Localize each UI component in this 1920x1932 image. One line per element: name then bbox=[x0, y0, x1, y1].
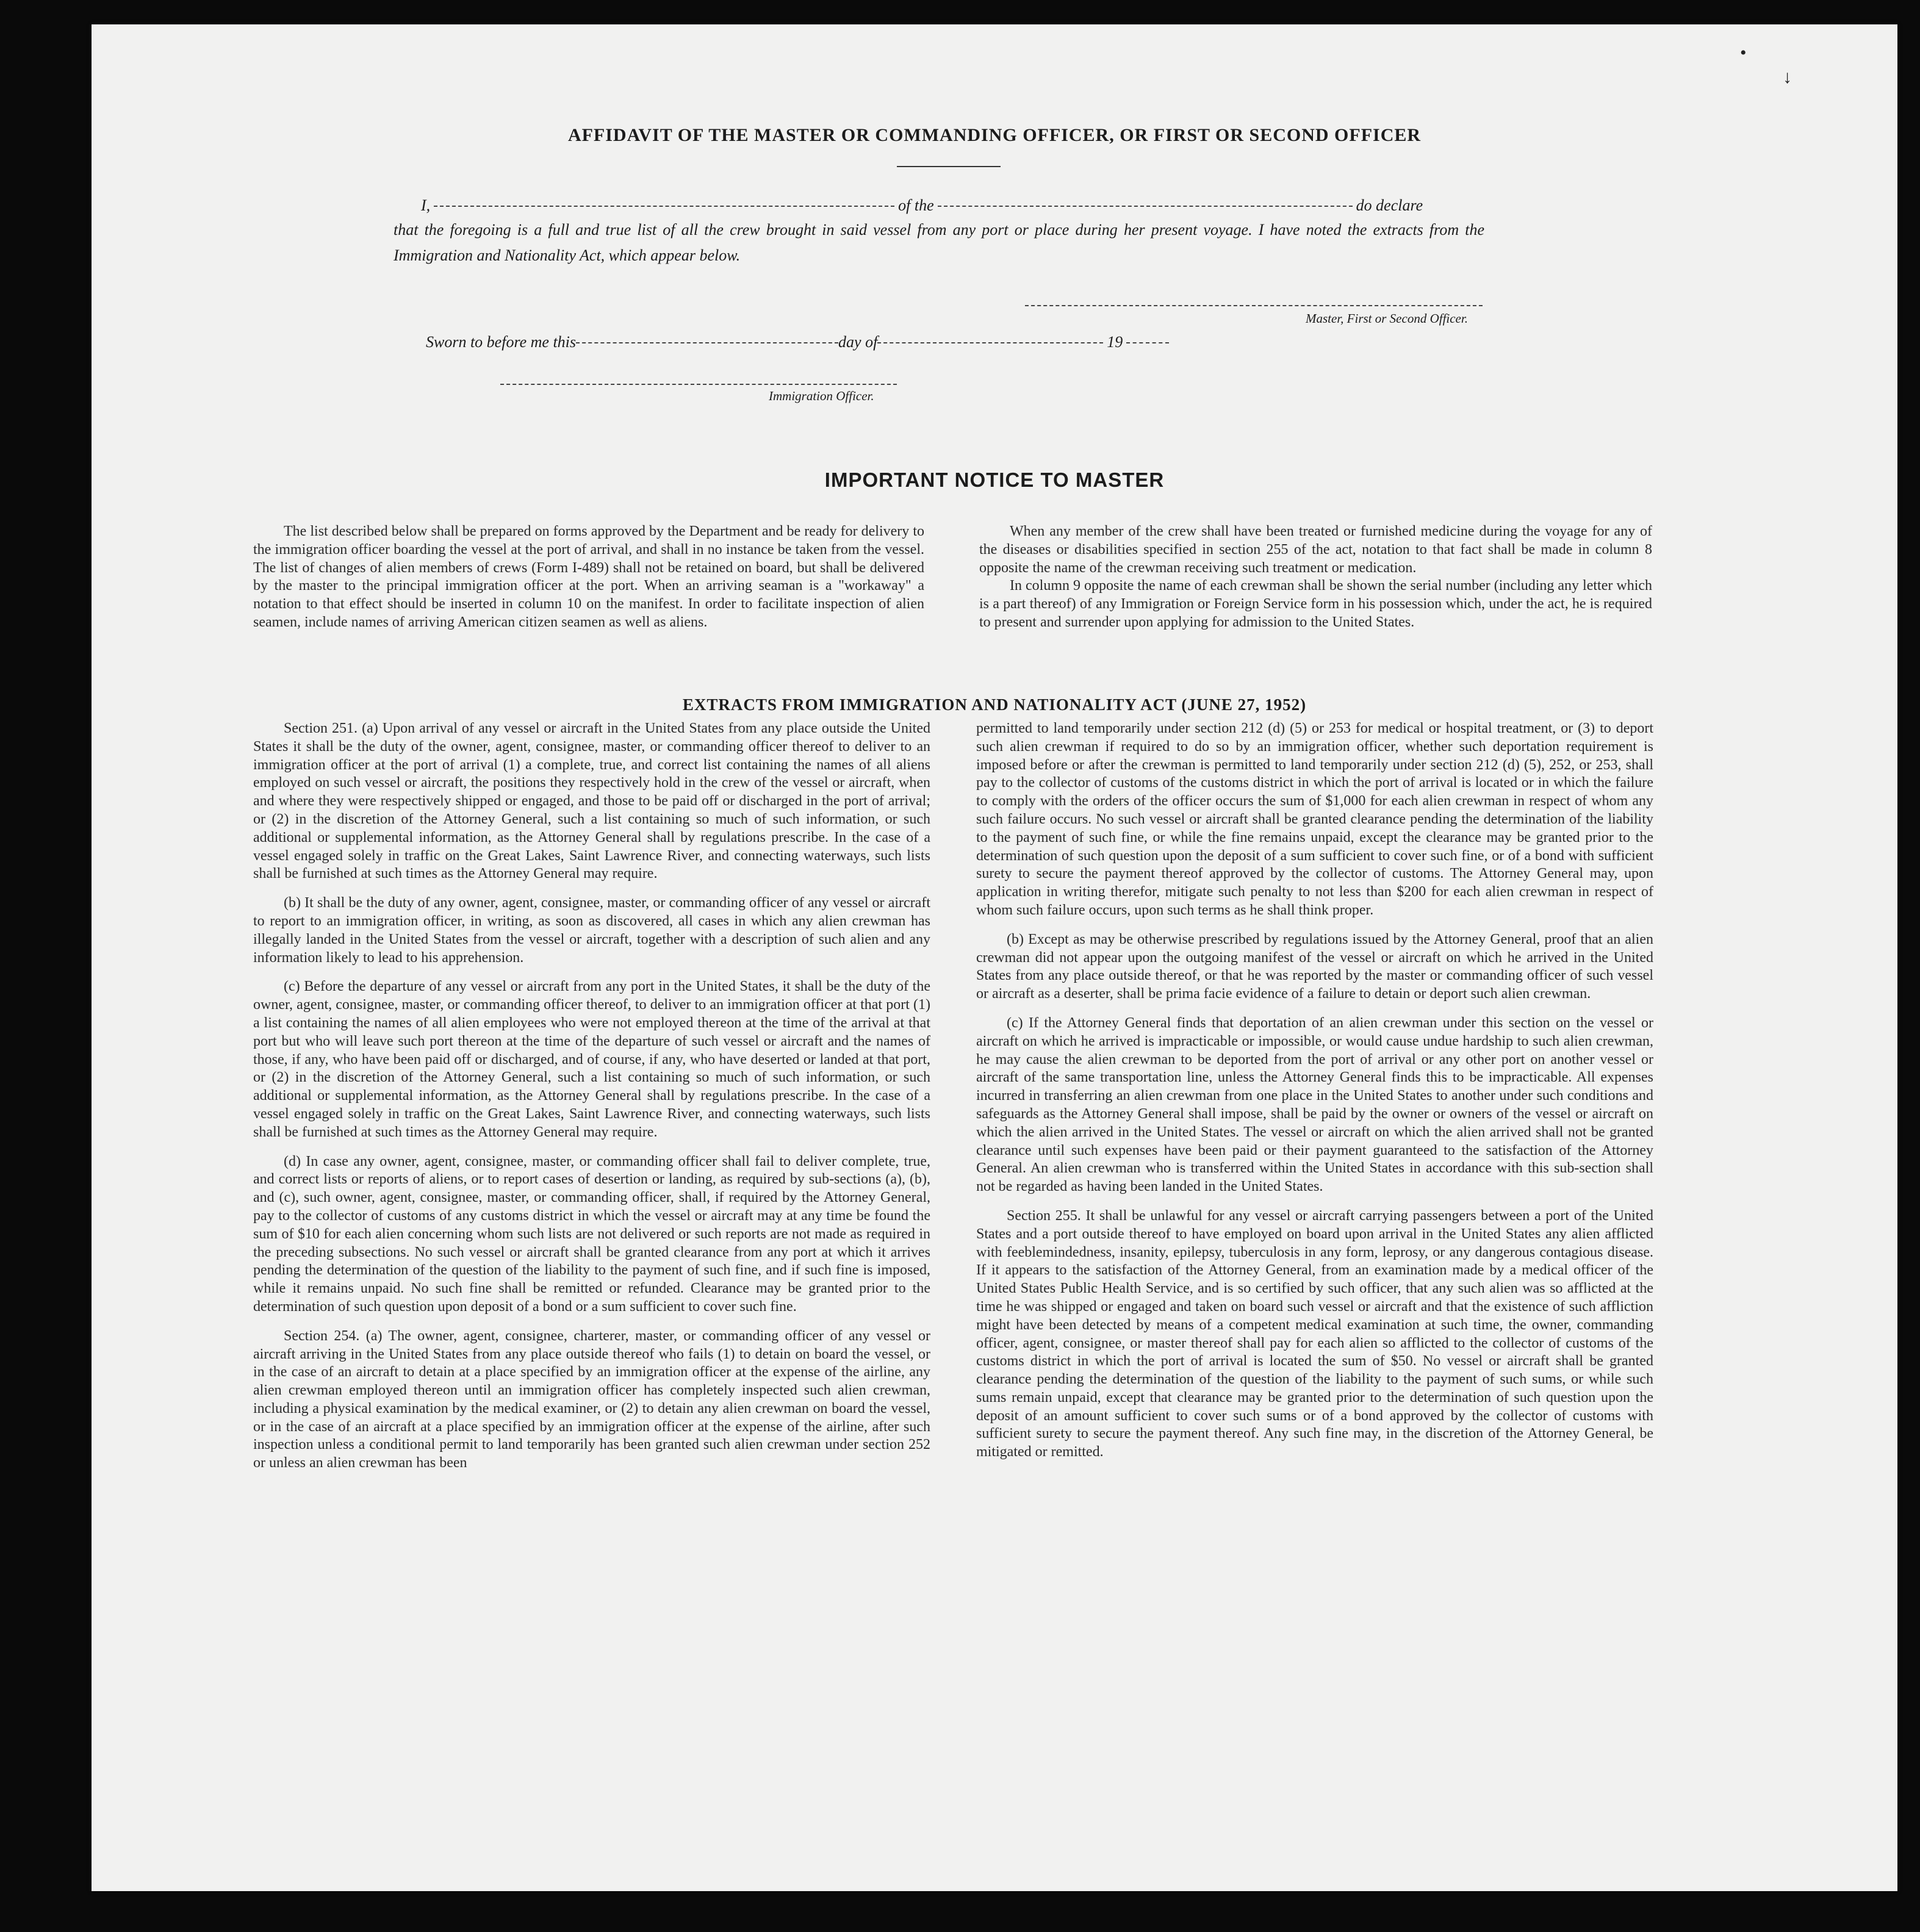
notice-title: IMPORTANT NOTICE TO MASTER bbox=[824, 469, 1165, 491]
sworn-row bbox=[426, 333, 1169, 351]
margin-mark: • bbox=[1740, 43, 1747, 63]
year-label: 19 bbox=[1107, 333, 1123, 351]
signature-label: Master, First or Second Officer. bbox=[1306, 311, 1468, 326]
extract-paragraph: Section 254. (a) The owner, agent, consignee, charterer, master, or commanding officer of any vessel or aircraft arriving in the United States from any place outside thereof who fails (1) to detain on board the vessel, or in the case of an aircraft to detain at a place specified by an immigration officer at the expense of the airline, any alien crewman employed thereon until an immigration officer has completely inspected such alien crewman, including a physical examination by the medical examiner, or (2) to detain any alien crewman on board the vessel, or in the case of an aircraft at a place specified by an immigration officer at the expense of the airline, after such inspection unless a conditional permit to land temporarily has been granted such alien crewman under section 252 or unless an alien crewman has been bbox=[253, 1327, 930, 1471]
extract-paragraph: (b) Except as may be otherwise prescribed by regulations issued by the Attorney General, proof that an alien crewman did not appear upon the outgoing manifest of the vessel or aircraft on which he arrived in the United States from any place outside thereof, or that he was reported by the master or commanding officer of such vessel or aircraft as a deserter, shall be prima facie evidence of a failure to detain or deport such alien crewman. bbox=[976, 931, 1653, 1002]
extracts-left-column bbox=[253, 720, 930, 1473]
year-blank-line[interactable] bbox=[1126, 341, 1169, 343]
sworn-month-blank-line[interactable] bbox=[877, 341, 1103, 343]
extract-paragraph: Section 251. (a) Upon arrival of any vessel or aircraft in the United States from any place outside the United States it shall be the duty of the owner, agent, consignee, master, or commanding officer thereof to deliver to an immigration officer at the port of arrival (1) a complete, true, and correct list containing the names of all aliens employed on such vessel or aircraft, the positions they respectively hold in the crew of the vessel or aircraft, when and where they were respectively shipped or engaged, and those to be paid off or discharged in the port of arrival; or (2) in the discretion of the Attorney General, such a list containing so much of such information, or such additional or supplemental information, as the Attorney General shall by regulations prescribe. In the case of a vessel engaged solely in traffic on the Great Lakes, Saint Lawrence River, and connecting waterways, such lists shall be furnished at such times as the Attorney General may require. bbox=[253, 720, 930, 882]
sworn-label: Sworn to before me this bbox=[426, 333, 577, 351]
notice-left-column bbox=[253, 523, 924, 632]
vessel-blank-line[interactable] bbox=[938, 204, 1353, 207]
extracts-title: EXTRACTS FROM IMMIGRATION AND NATIONALITY ACT (JUNE 27, 1952) bbox=[682, 695, 1307, 714]
notice-right-column bbox=[979, 523, 1652, 632]
document-page bbox=[92, 24, 1897, 1891]
notice-paragraph: The list described below shall be prepared on forms approved by the Department and be ready for delivery to the immigration officer boarding the vessel at the port of arrival, and shall in no instance be taken from the vessel. The list of changes of alien members of crews (Form I-489) shall not be retained on board, but shall be delivered by the master to the principal immigration officer at the port. When an arriving seaman is a "workaway" a notation to that effect should be inserted in column 10 on the manifest. In order to facilitate inspection of alien seamen, include names of arriving American citizen seamen as well as aliens. bbox=[253, 523, 924, 630]
notice-paragraph: When any member of the crew shall have been treated or furnished medicine during the voyage for any of the diseases or disabilities specified in section 255 of the act, notation to that fact shall be made in column 8 opposite the name of the crewman receiving such treatment or medication. bbox=[979, 523, 1652, 576]
extract-paragraph: Section 255. It shall be unlawful for any vessel or aircraft carrying passengers between a port of the United States and a port outside thereof to have employed on board upon arrival in the United States any alien afflicted with feeblemindedness, insanity, epilepsy, tuberculosis in any form, leprosy, or any dangerous contagious disease. If it appears to the satisfaction of the Attorney General, from an examination made by a medical officer of the United States Public Health Service, and is so certified by such officer, that any such alien was so afflicted at the time he was shipped or engaged and taken on board such vessel or aircraft and that the existence of such affliction might have been detected by means of a competent medical examination at such time, the owner, commanding officer, agent, consignee, or master thereof shall pay for each alien so afflicted to the collector of customs of the customs district in which the port of arrival is located the sum of $50. No vessel or aircraft shall be granted clearance pending the determination of the question of the liability to the payment of such sums, or while such sums remain unpaid, except that clearance may be granted prior to the determination of such question upon the deposit of an amount sufficient to cover such sums or of a bond approved by the collector of customs with sufficient surety to secure the payment thereof. Any such fine may, in the discretion of the Attorney General, be mitigated or remitted. bbox=[976, 1207, 1653, 1460]
day-of-label: day of bbox=[838, 333, 878, 351]
affidavit-title: AFFIDAVIT OF THE MASTER OR COMMANDING OFFICER, OR FIRST OR SECOND OFFICER bbox=[567, 125, 1422, 145]
i-label: I, bbox=[421, 196, 431, 214]
extract-paragraph: (b) It shall be the duty of any owner, agent, consignee, master, or commanding officer of any vessel or aircraft to report to an immigration officer, in writing, as soon as discovered, all cases in which any alien crewman has illegally landed in the United States from the vessel or aircraft, together with a description of such alien and any information likely to lead to his apprehension. bbox=[253, 895, 930, 966]
extracts-right-column bbox=[976, 720, 1653, 1462]
extract-paragraph: permitted to land temporarily under section 212 (d) (5) or 253 for medical or hospital treatment, or (3) to deport such alien crewman if required to do so by an immigration officer, whether such deportation requirement is imposed before or after the crewman is permitted to land temporarily under section 212 (d) (5), 252, or 253, shall pay to the collector of customs of the customs district in which the port of arrival is located or in which the failure to comply with the orders of the officer occurs the sum of $1,000 for each alien crewman in respect of whom any such failure occurs. No such vessel or aircraft shall be granted clearance pending the determination of the liability to the payment of such fine, or while the fine remains unpaid, except the clearance may be granted prior to the determination of such question upon the deposit of a sum sufficient to cover such fine, or of a bond with sufficient surety to secure the payment thereof approved by the collector of customs. The Attorney General may, upon application in writing therefor, mitigate such penalty to not less than $200 for each alien crewman in respect of whom such failure occurs, upon such terms as he shall think proper. bbox=[976, 720, 1653, 918]
extract-paragraph: (d) In case any owner, agent, consignee, master, or commanding officer shall fail to deliver complete, true, and correct lists or reports of aliens, or to report cases of desertion or landing, as required by sub-sections (a), (b), and (c), such owner, agent, consignee, master, or commanding officer, shall, if required by the Attorney General, pay to the collector of customs of any customs district in which the vessel or aircraft may at any time be found the sum of $10 for each alien concerning whom such lists are not delivered or such reports are not made as required in the preceding subsections. No such vessel or aircraft shall be granted clearance from any port at which it arrives pending the determination of the question of the liability to the payment of such fine, and if such fine is imposed, while it remains unpaid. No such fine shall be remitted or refunded. Clearance may be granted prior to the determination of such question upon deposit of a bond or a sum sufficient to cover such fine. bbox=[253, 1153, 930, 1315]
sworn-day-blank-line[interactable] bbox=[576, 341, 838, 343]
notice-paragraph: In column 9 opposite the name of each crewman shall be shown the serial number (including any letter which is a part thereof) of any Immigration or Foreign Service form in his possession which, under the act, he is required to present and surrender upon applying for admission to the United States. bbox=[979, 578, 1653, 630]
margin-mark: ↓ bbox=[1783, 67, 1792, 87]
do-declare-label: do declare bbox=[1356, 196, 1423, 214]
immigration-officer-line[interactable] bbox=[500, 384, 897, 385]
immigration-officer-label: Immigration Officer. bbox=[769, 389, 874, 403]
title-rule bbox=[897, 166, 1001, 167]
signature-line[interactable] bbox=[1025, 305, 1483, 306]
affidavit-statement: that the foregoing is a full and true list of all the crew brought in said vessel from any port or place during her present voyage. I have noted the extracts from the Immigration and Nationality Act, which appear below. bbox=[394, 221, 1484, 264]
declaration-row bbox=[421, 196, 1481, 215]
of-the-label: of the bbox=[898, 196, 934, 214]
extract-paragraph: (c) Before the departure of any vessel or aircraft from any port in the United States, it shall be the duty of the owner, agent, consignee, master, or commanding officer thereof, to deliver to an immigration officer at that port (1) a list containing the names of all alien employees who were not employed thereon at the time of the arrival at that port but who will leave such port thereon at the time of the departure of such vessel or aircraft and the names of those, if any, who have been paid off or discharged, and of course, if any, who have deserted or landed at that port, or (2) in the discretion of the Attorney General, such a list containing so much of such information, or such additional or supplemental information, as the Attorney General shall by regulations prescribe. In the case of a vessel engaged solely in traffic on the Great Lakes, Saint Lawrence River, and connecting waterways, such lists shall be furnished at such times as the Attorney General may require. bbox=[253, 979, 930, 1140]
extract-paragraph: (c) If the Attorney General finds that deportation of an alien crewman under this section on the vessel or aircraft on which he arrived is impracticable or impossible, or would cause undue hardship to such alien crewman, he may cause the alien crewman to be deported from the port of arrival or any other port on another vessel or aircraft of the same transportation line, unless the Attorney General finds this to be impracticable. All expenses incurred in transferring an alien crewman from one place in the United States to another under such conditions and safeguards as the Attorney General shall impose, shall be paid by the owner or owners of the vessel or aircraft on which the alien arrived in the United States. The vessel or aircraft on which the alien arrived shall not be granted clearance until such expenses have been paid or their payment guaranteed to the satisfaction of the Attorney General. An alien crewman who is transferred within the United States in accordance with this sub-section shall not be regarded as having been landed in the United States. bbox=[976, 1014, 1653, 1195]
name-blank-line[interactable] bbox=[434, 204, 894, 207]
